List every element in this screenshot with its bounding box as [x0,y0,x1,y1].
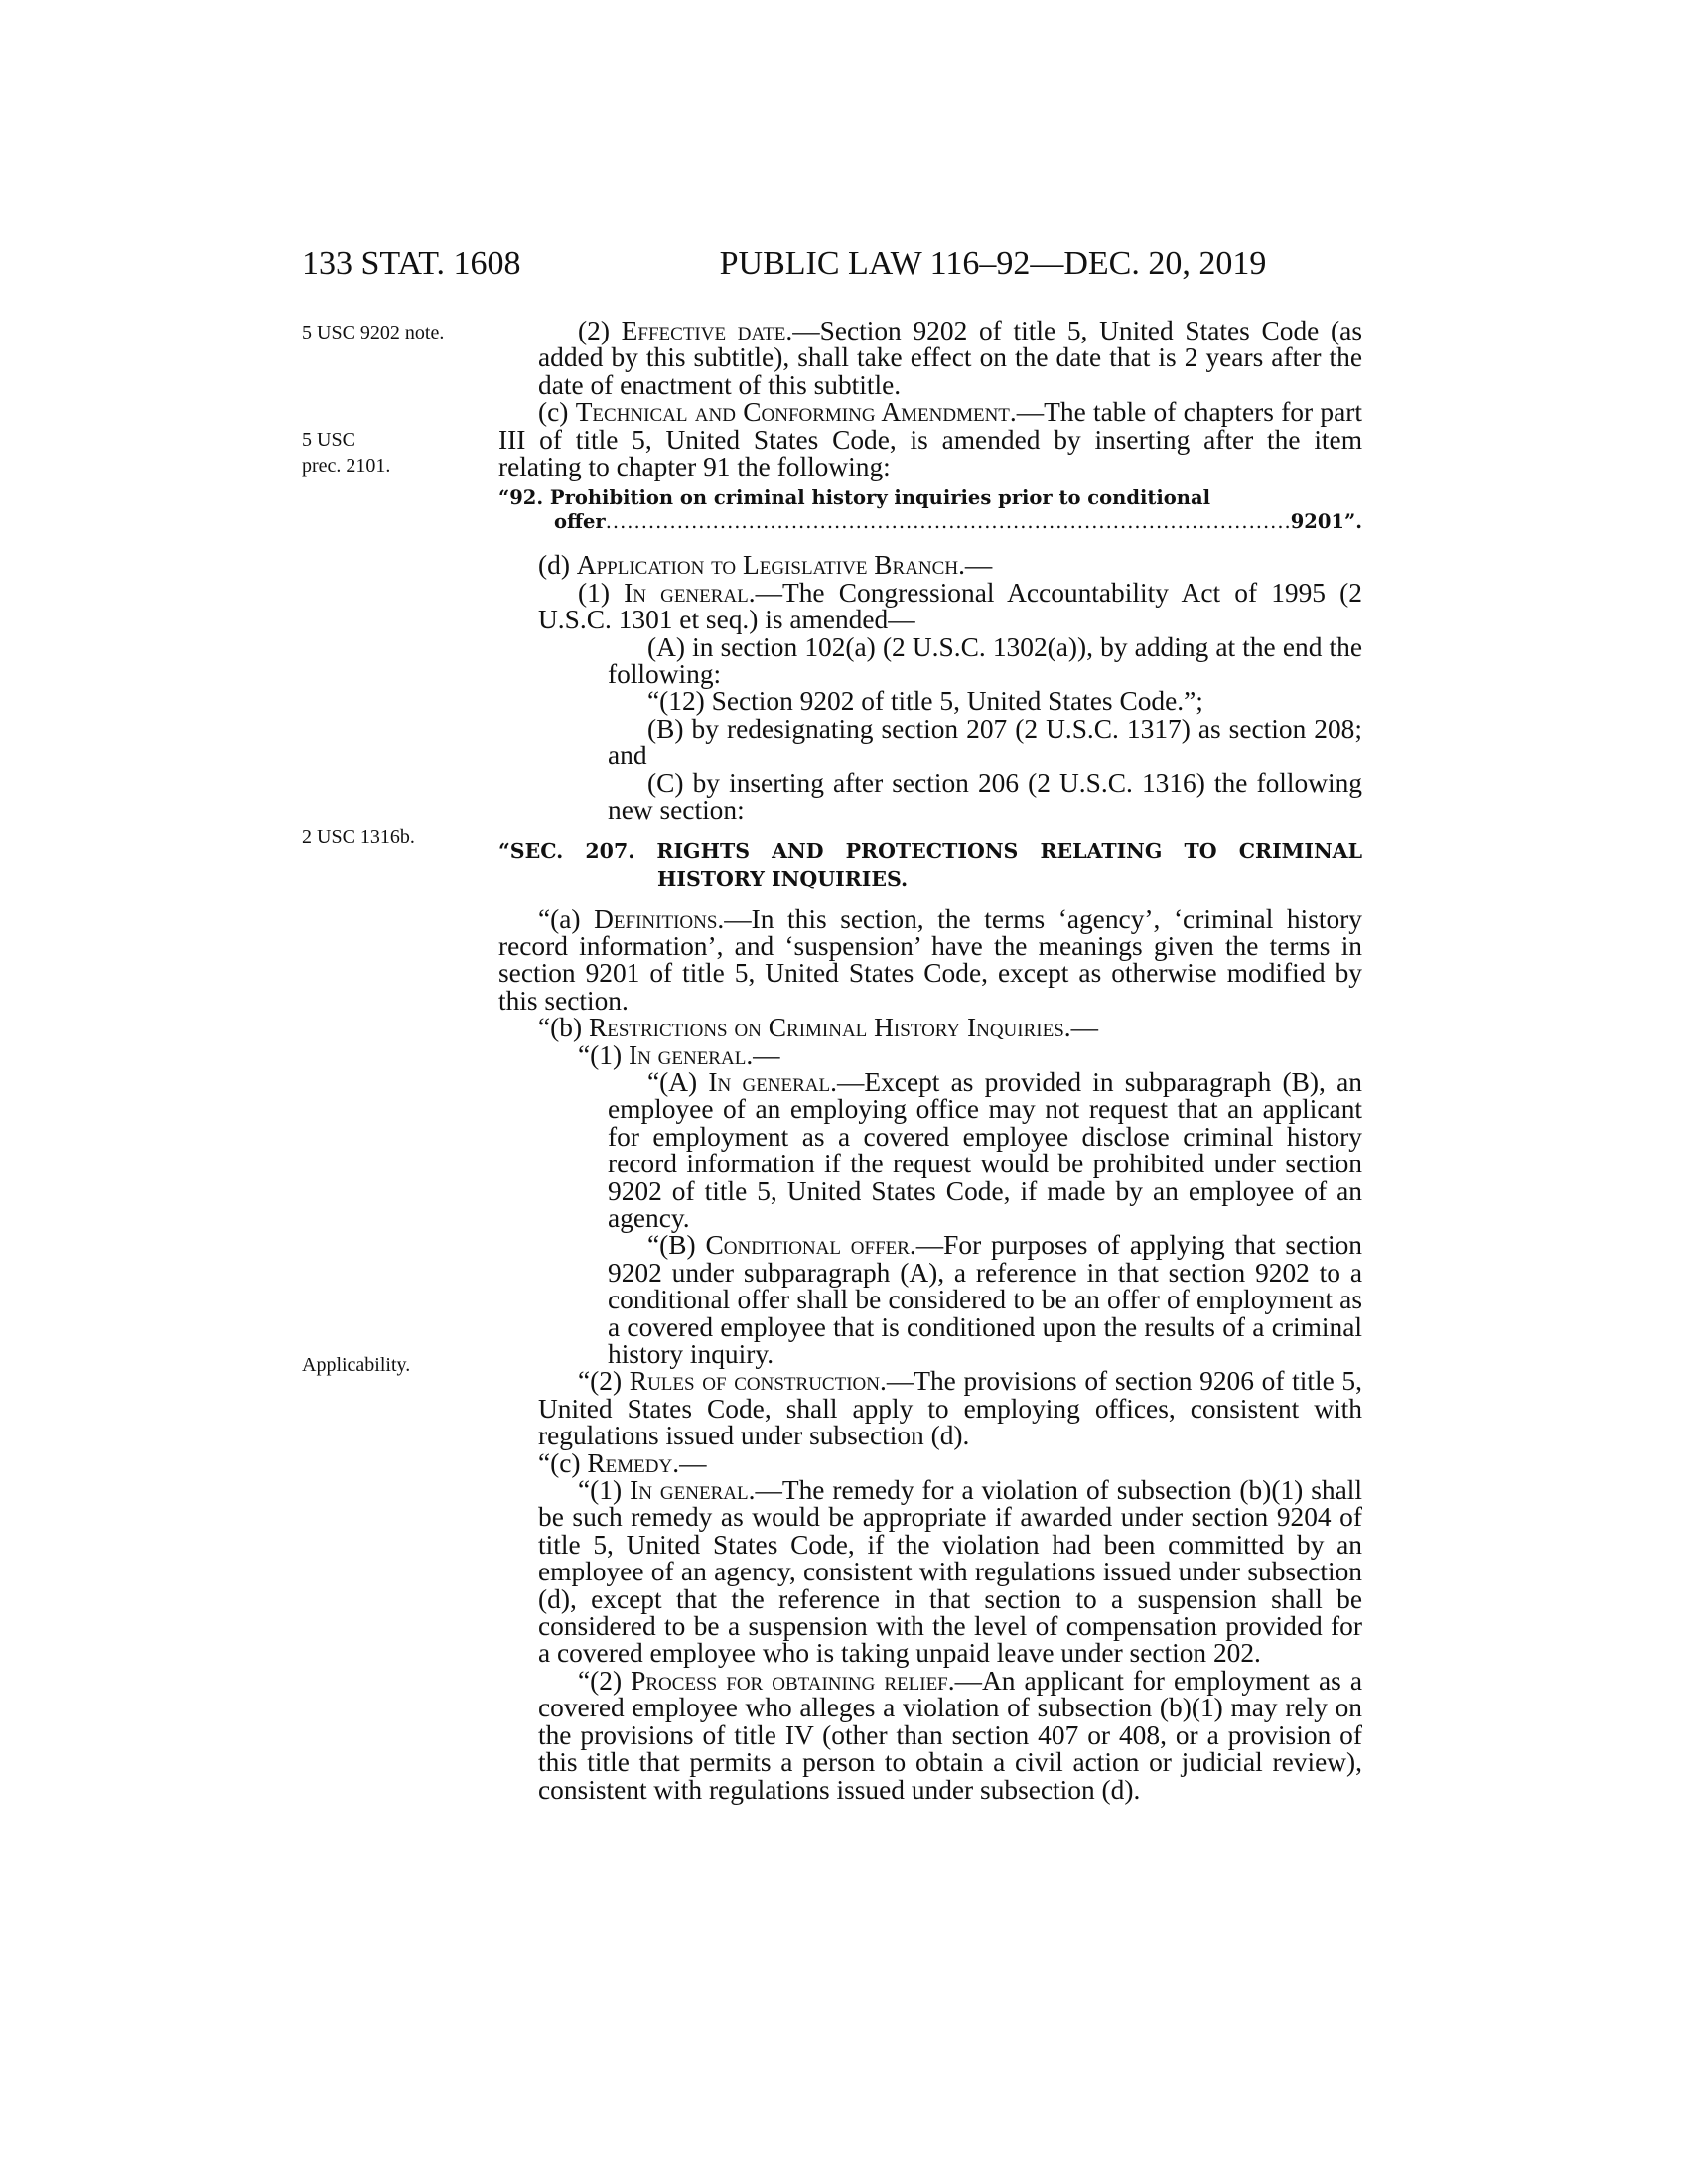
paragraph-d1-b: (B) by redesignating section 207 (2 U.S.C. 1317) as section 208; and [608,713,1362,771]
paragraph-heading: Remedy [587,1447,673,1478]
paragraph-c2: “(2) Process for obtaining relief.—An applicant for employment as a covered employee who alleges a violation of subsection (b)(1) may rely on the provisions of title IV (other than section 407 or 408, or a provision of this title that permits a person to obtain a civil action or judicial review), consistent with regulations issued under subsection (d). [538,1665,1362,1805]
paragraph-technical-amendment: (c) Technical and Conforming Amendment.—The table of chapters for part III of title 5, United States Code, is amended by inserting after the item relating to chapter 91 the following: [498,397,1363,482]
paragraph-b1-a: “(A) In general.—Except as provided in subparagraph (B), an employee of an employing office may not request that an applicant for employment as a covered employee disclose criminal history record information if the request would be prohibited under section 9202 of title 5, United States Code, if made by an employee of an agency. [608,1066,1362,1233]
margin-note-line: 5 USC [302,429,355,451]
toc-chapter-title-continued: offer [554,510,606,534]
paragraph-d1-a: (A) in section 102(a) (2 U.S.C. 1302(a)), by adding at the end the following: [608,631,1362,690]
margin-note-effective-date: 5 USC 9202 note. [302,322,445,343]
paragraph-remedy: “(c) Remedy.— [538,1447,707,1478]
paragraph-heading: Application to Legislative Branch [576,550,959,581]
paragraph-b1-b: “(B) Conditional offer.—For purposes of applying that section 9202 under subparagraph (A), a reference in that section 9202 to a conditional offer shall be considered to be an offer of employment as a covered employee that is conditioned upon the results of a criminal history inquiry. [608,1230,1362,1369]
page-title: PUBLIC LAW 116–92—DEC. 20, 2019 [719,245,1267,282]
paragraph-heading: In general [708,1066,831,1097]
margin-note-section-207: 2 USC 1316b. [302,826,415,848]
table-of-chapters-entry [498,486,1362,534]
paragraph-effective-date: (2) Effective date.—Section 9202 of title 5, United States Code (as added by this subtitle), shall take effect on the date that is 2 years after the date of enactment of this subtitle. [538,316,1362,400]
paragraph-heading: Rules of construction [629,1366,880,1397]
paragraph-heading: Process for obtaining relief [631,1665,948,1696]
paragraph-heading: Restrictions on Criminal History Inquiries [588,1013,1064,1043]
paragraph-heading: Conditional offer [705,1230,910,1261]
toc-chapter-title: “92. Prohibition on criminal history inquiries prior to conditional [498,486,1211,510]
margin-note-applicability: Applicability. [302,1354,411,1376]
paragraph-legislative-branch: (d) Application to Legislative Branch.— [538,550,993,581]
section-heading: “SEC. 207. RIGHTS AND PROTECTIONS RELATING TO CRIMINAL HISTORY INQUIRIES. [498,838,1362,890]
statute-body [498,318,1362,1804]
paragraph-definitions: “(a) Definitions.—In this section, the terms ‘agency’, ‘criminal history record information’, and ‘suspension’ have the meanings given the terms in section 9201 of title 5, United States Code, except as otherwise modified by this section. [498,903,1362,1016]
paragraph-d1-c: (C) by inserting after section 206 (2 U.S.C. 1316) the following new section: [608,767,1362,826]
margin-note-chapter-table [302,427,481,478]
paragraph-heading: In general [630,1475,749,1506]
margin-note-line: prec. 2101. [302,455,391,477]
paragraph-d1-a-insert: “(12) Section 9202 of title 5, United States Code.”; [647,686,1203,717]
toc-section-number: 9201”. [1290,510,1362,534]
paragraph-heading: In general [628,1039,747,1070]
paragraph-heading: Technical and Conforming Amendment [575,397,1010,428]
toc-leader-dots [606,510,1291,534]
paragraph-heading: Definitions [594,903,718,934]
paragraph-d1: (1) In general.—The Congressional Accountability Act of 1995 (2 U.S.C. 1301 et seq.) is amended— [538,577,1362,635]
paragraph-heading: Effective date [621,316,786,345]
paragraph-restrictions: “(b) Restrictions on Criminal History Inquiries.— [538,1013,1099,1043]
paragraph-c1: “(1) In general.—The remedy for a violation of subsection (b)(1) shall be such remedy as would be appropriate if awarded under section 9204 of title 5, United States Code, if the violation had been committed by an employee of an agency, consistent with regulations issued under subsection (d), except that the reference in that section to a suspension shall be considered to be a suspension with the level of compensation provided for a covered employee who is taking unpaid leave under section 202. [538,1475,1362,1669]
page-reference: 133 STAT. 1608 [302,245,521,282]
toc-chapter-line [498,510,1362,534]
paragraph-b1: “(1) In general.— [578,1039,780,1070]
paragraph-b2: “(2) Rules of construction.—The provisions of section 9206 of title 5, United States Code, shall apply to employing offices, consistent with regulations issued under subsection (d). [538,1366,1362,1451]
paragraph-heading: In general [624,577,749,608]
